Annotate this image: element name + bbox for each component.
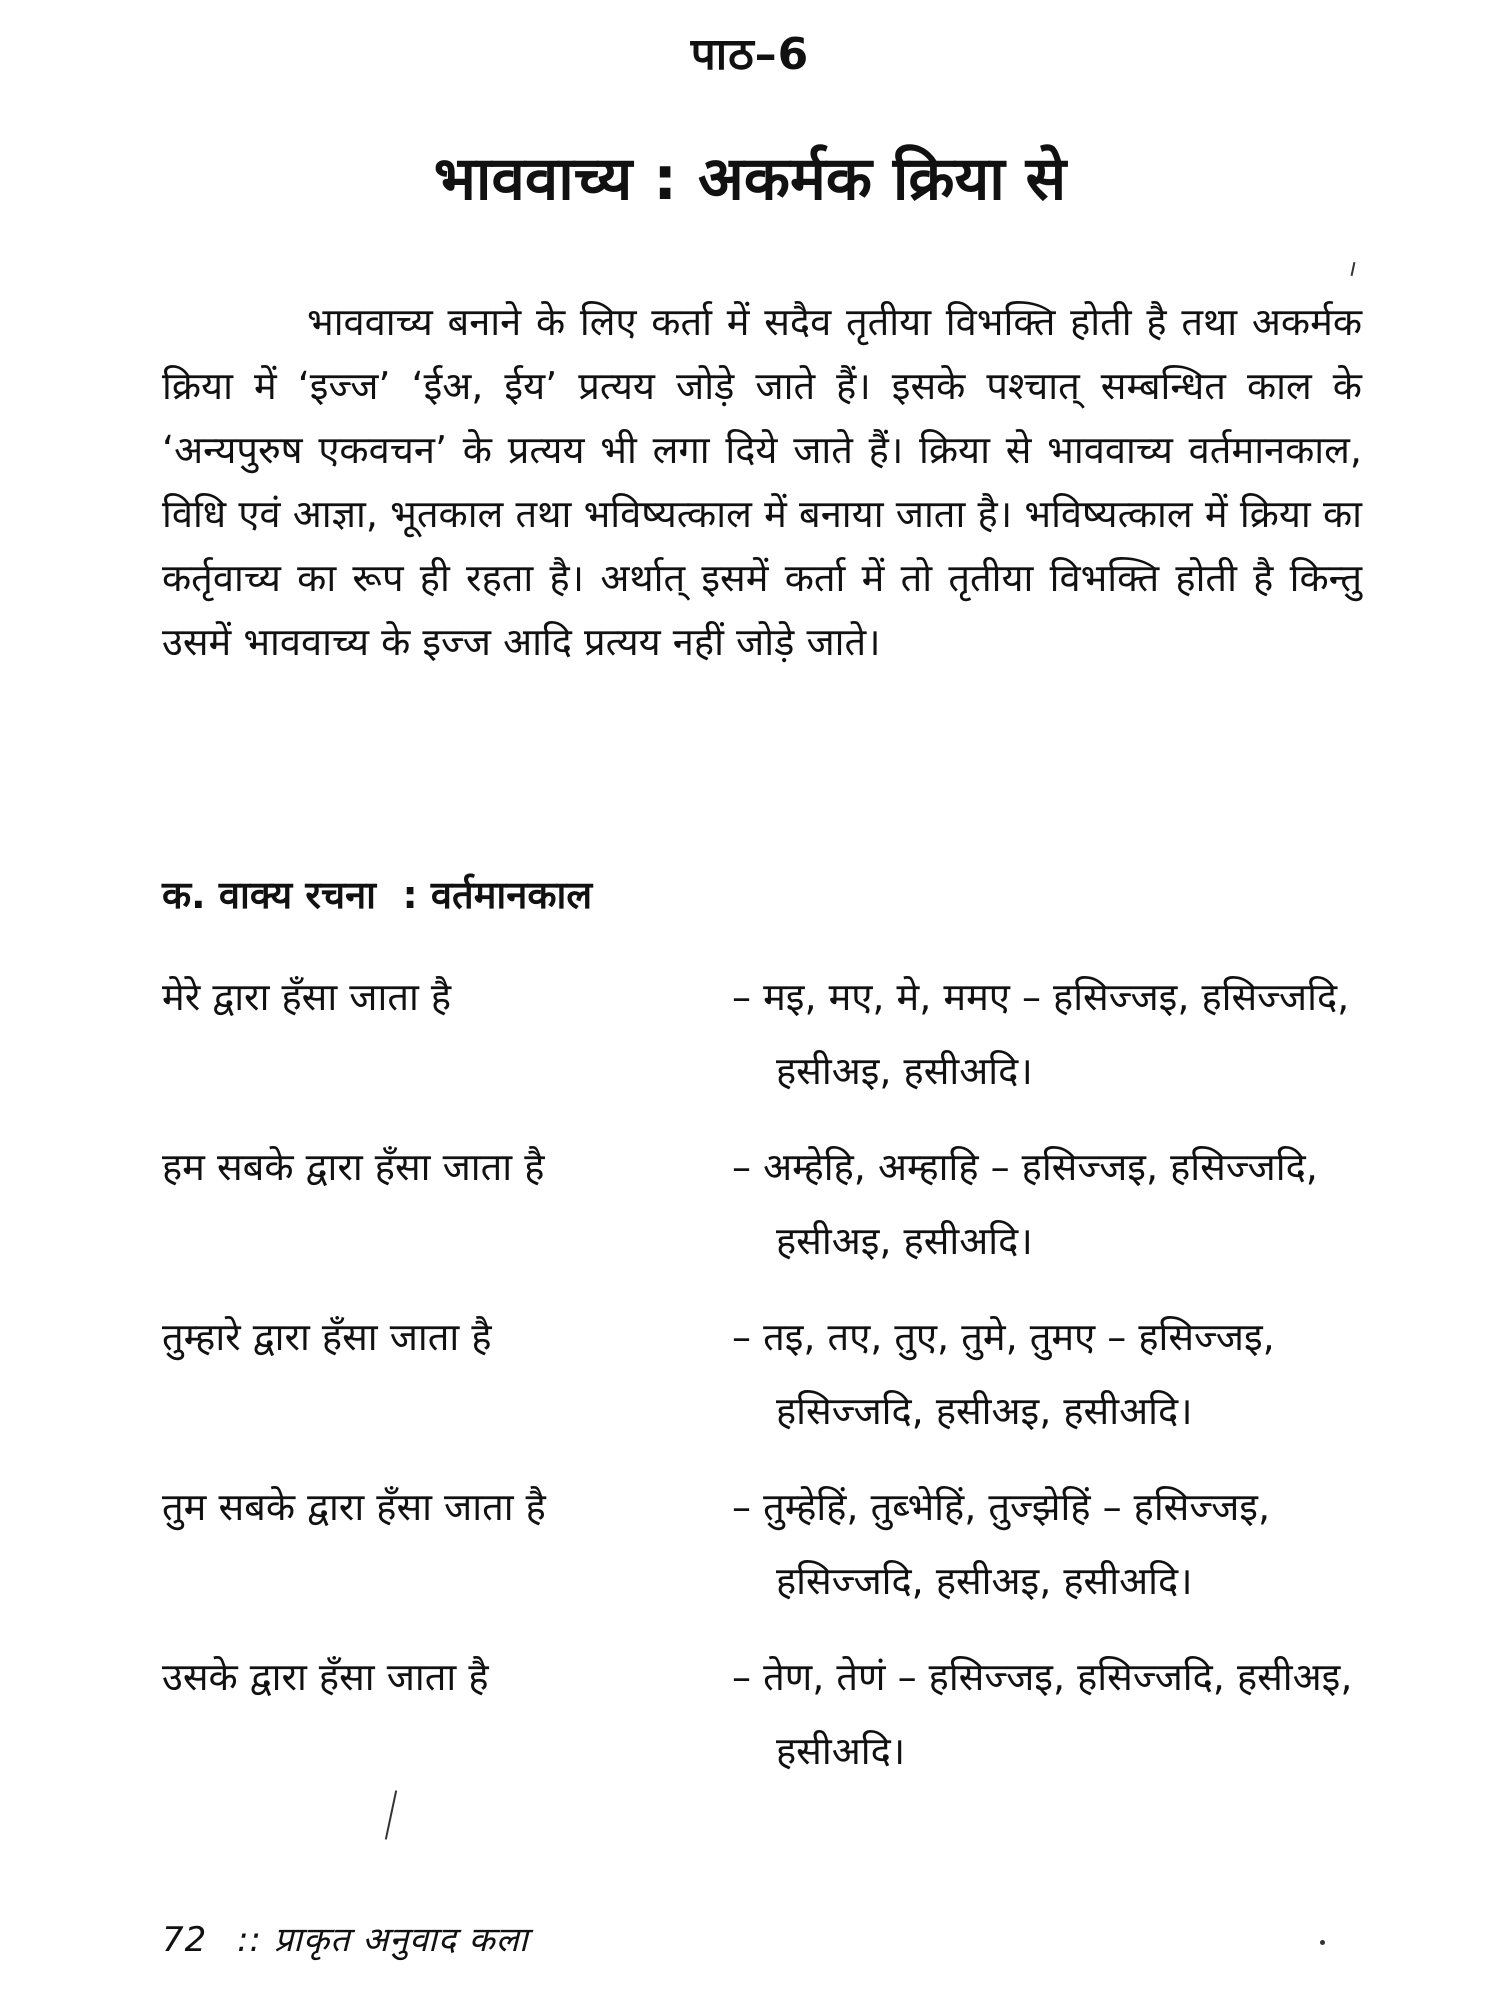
example-row — [162, 1470, 1362, 1618]
page-number: 72 — [162, 1920, 208, 1960]
example-prakrit-forms: – तुम्हेहिं, तुब्भेहिं, तुज्झेहिं – हसिज्जइ, हसिज्जदि, हसीअइ, हसीअदि। — [732, 1485, 1271, 1603]
example-prakrit-forms: – तइ, तए, तुए, तुमे, तुमए – हसिज्जइ, हसिज्जदि, हसीअइ, हसीअदि। — [732, 1315, 1275, 1433]
book-title: प्राकृत अनुवाद कला — [273, 1920, 529, 1960]
page-footer — [162, 1915, 529, 1961]
example-prakrit-forms: – तेण, तेणं – हसिज्जइ, हसिज्जदि, हसीअइ, हसीअदि। — [732, 1655, 1353, 1773]
stray-pen-mark — [1351, 262, 1356, 276]
intro-paragraph: भाववाच्य बनाने के लिए कर्ता में सदैव तृतीया विभक्ति होती है तथा अकर्मक क्रिया में ‘इज्ज’ ‘ईअ, ईय’ प्रत्यय जोड़े जाते हैं। इसके पश्चात् सम्बन्धित काल के ‘अन्यपुरुष एकवचन’ के प्रत्यय भी लगा दिये जाते हैं। क्रिया से भाववाच्य वर्तमानकाल, विधि एवं आज्ञा, भूतकाल तथा भविष्यत्काल में बनाया जाता है। भविष्यत्काल में क्रिया का कर्तृवाच्य का रूप ही रहता है। अर्थात् इसमें कर्ता में तो तृतीया विभक्ति होती है किन्तु उसमें भाववाच्य के इज्ज आदि प्रत्यय नहीं जोड़े जाते। — [162, 300, 1362, 664]
example-hindi-phrase: हम सबके द्वारा हँसा जाता है — [162, 1145, 545, 1189]
stray-dot — [1320, 1940, 1325, 1945]
example-hindi-phrase: मेरे द्वारा हँसा जाता है — [162, 975, 452, 1019]
example-row — [162, 960, 1362, 1108]
example-hindi-phrase: तुम सबके द्वारा हँसा जाता है — [162, 1485, 546, 1529]
lesson-number: पाठ–6 — [690, 29, 810, 80]
example-row — [162, 1640, 1362, 1788]
example-row — [162, 1300, 1362, 1448]
example-hindi-phrase: तुम्हारे द्वारा हँसा जाता है — [162, 1315, 492, 1359]
example-row — [162, 1130, 1362, 1278]
example-hindi-phrase: उसके द्वारा हँसा जाता है — [162, 1655, 489, 1699]
lesson-title: भाववाच्य : अकर्मक क्रिया से — [433, 144, 1067, 214]
example-prakrit-forms: – मइ, मए, मे, ममए – हसिज्जइ, हसिज्जदि, हसीअइ, हसीअदि। — [732, 975, 1350, 1093]
example-prakrit-forms: – अम्हेहि, अम्हाहि – हसिज्जइ, हसिज्जदि, हसीअइ, हसीअदि। — [732, 1145, 1318, 1263]
examples-list — [162, 960, 1362, 1810]
footer-separator: :: — [237, 1920, 262, 1960]
section-heading: क. वाक्य रचना : वर्तमानकाल — [162, 873, 593, 917]
